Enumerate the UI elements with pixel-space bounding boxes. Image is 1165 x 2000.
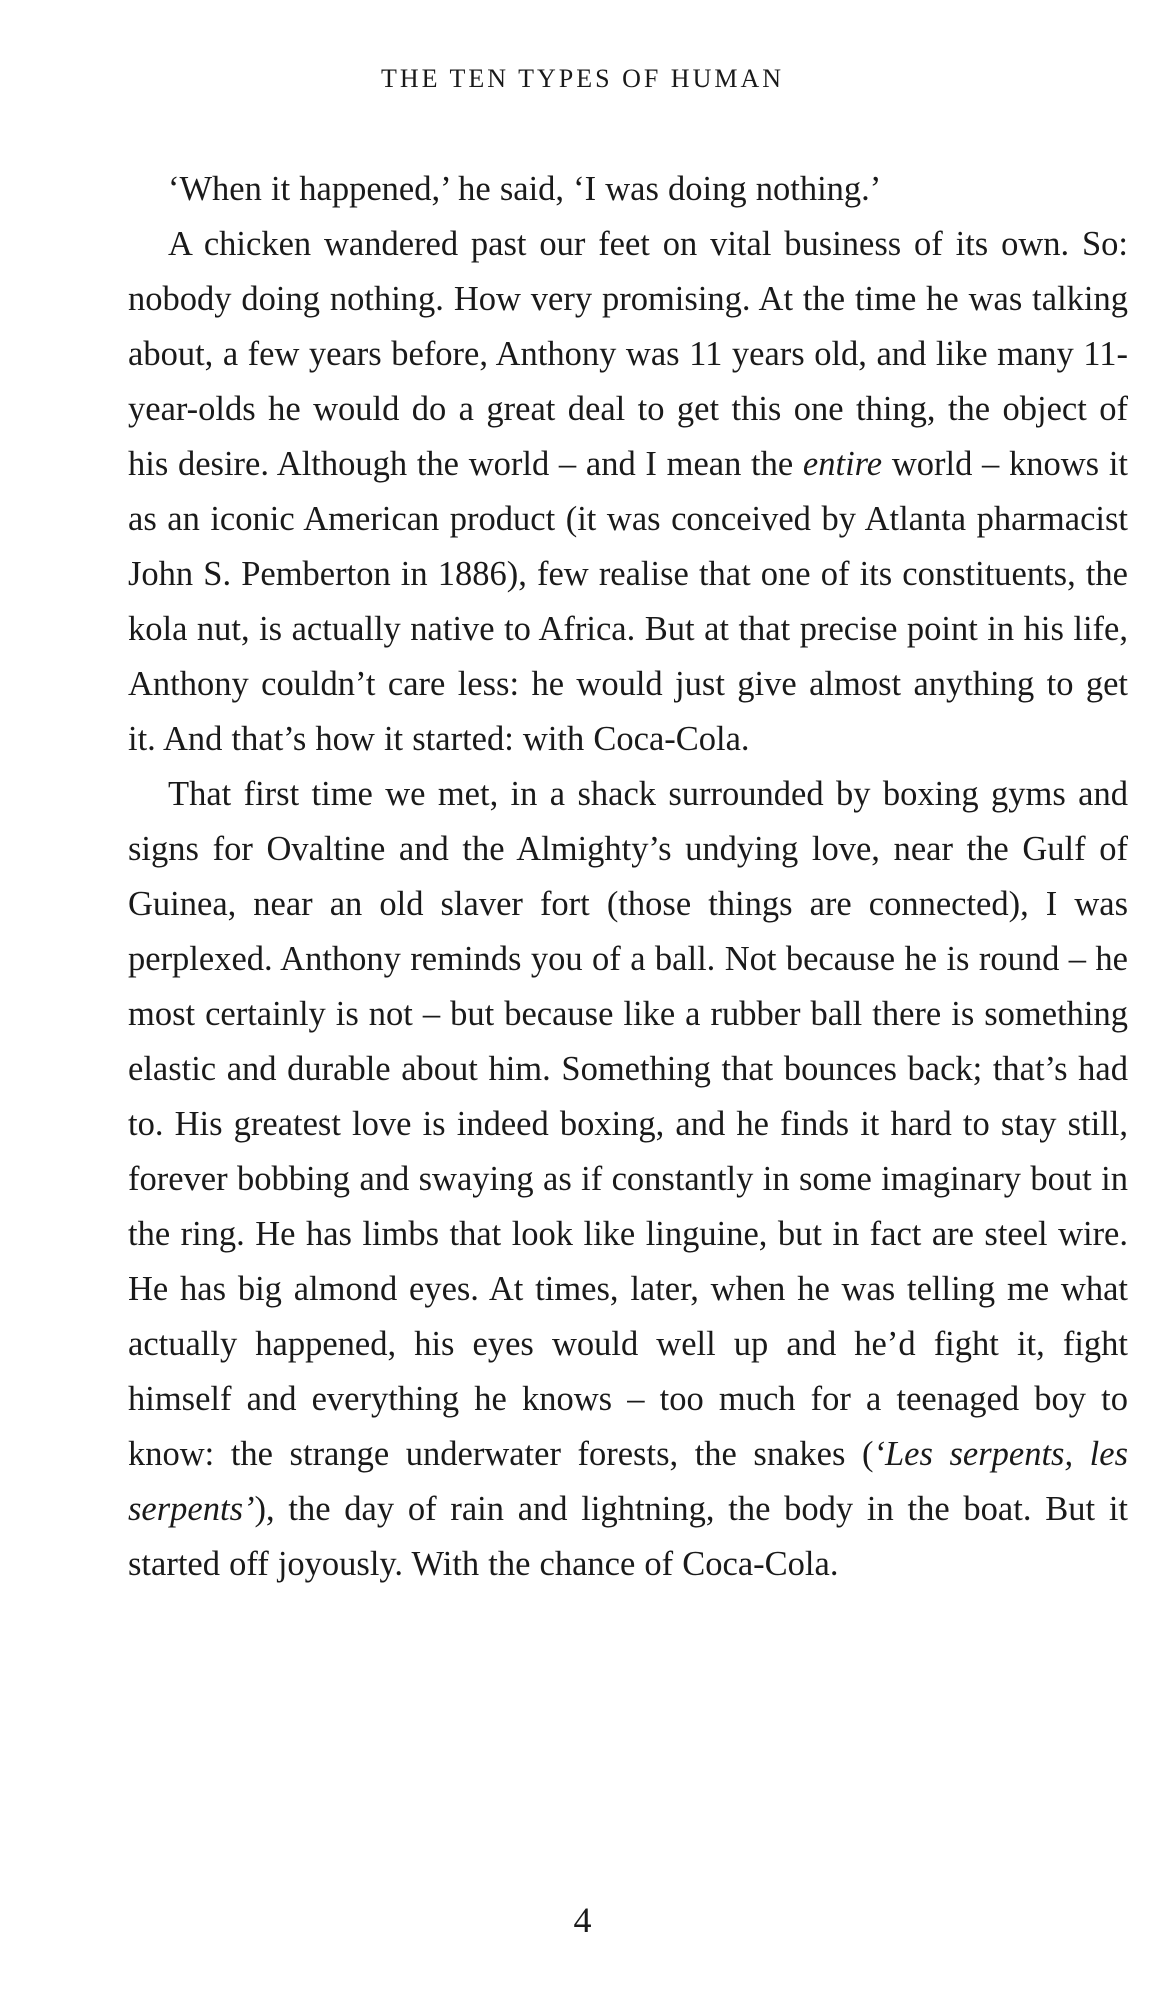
italic-segment: ‘Les serpents, les serpents’ (128, 1435, 1129, 1528)
running-head: THE TEN TYPES OF HUMAN (380, 64, 785, 93)
text-segment: world – knows it as an iconic American product (it was conceived by Atlanta pharmacist John S. Pemberton in 1886), few realise that one of its constituents, the kola nut, is actually native to Africa. But at that precise point in his life, Anthony couldn’t care less: he would just give almost anything to get it. And that’s how it started: with Coca-Cola. (128, 445, 1128, 758)
paragraph-1 (128, 162, 1128, 217)
text-segment: That first time we met, in a shack surrounded by boxing gyms and signs for Ovaltine and the Almighty’s undying love, near the Gulf of Guinea, near an old slaver fort (those things are connected), I was perplexed. Anthony reminds you of a ball. Not because he is round – he most certainly is not – but because like a rubber ball there is something elastic and durable about him. Something that bounces back; that’s had to. His greatest love is indeed boxing, and he finds it hard to stay still, forever bobbing and swaying as if constantly in some imaginary bout in the ring. He has limbs that look like linguine, but in fact are steel wire. He has big almond eyes. At times, later, when he was telling me what actually happened, his eyes would well up and he’d fight it, fight himself and everything he knows – too much for a teenaged boy to know: the strange underwater forests, the snakes ( (128, 775, 1128, 1473)
text-segment: ‘When it happened,’ he said, ‘I was doing nothing.’ (168, 170, 882, 208)
italic-segment: entire (802, 445, 883, 483)
text-segment: ), the day of rain and lightning, the body in the boat. But it started off joyously. With the chance of Coca-Cola. (128, 1490, 1128, 1583)
paragraph-2 (128, 217, 1128, 767)
paragraph-3 (128, 767, 1128, 1592)
text-segment: A chicken wandered past our feet on vital business of its own. So: nobody doing nothing. How very promising. At the time he was talking about, a few years before, Anthony was 11 years old, and like many 11-year-olds he would do a great deal to get this one thing, the object of his desire. Although the world – and I mean the (128, 225, 1128, 483)
page-number: 4 (573, 1900, 592, 1940)
body-text (128, 162, 1128, 1592)
